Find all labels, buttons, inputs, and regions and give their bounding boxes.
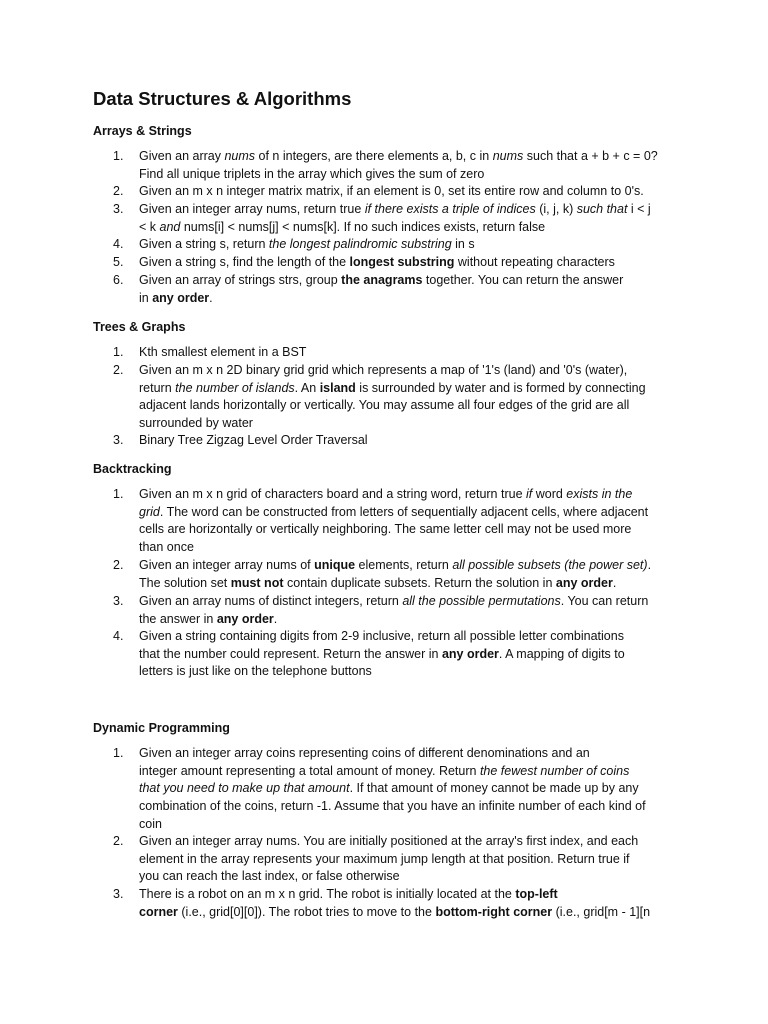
text-line [139, 539, 699, 557]
text-run: . [612, 575, 617, 590]
list-item-number: 2. [113, 558, 124, 572]
text-run: bottom-right corner [435, 904, 553, 919]
text-line [139, 904, 699, 922]
text-run: element in the array represents your maximum jump length at that position. Return true if [139, 851, 630, 866]
list-item-text [139, 432, 699, 450]
text-run: Kth smallest element in a BST [139, 345, 307, 359]
text-line [139, 236, 699, 254]
list-item-number: 4. [113, 629, 124, 643]
text-line [139, 415, 699, 433]
text-run: Given a string s, return [139, 237, 269, 251]
text-run: Given an m x n grid of characters board and a string word, return true [139, 487, 526, 501]
text-line [139, 219, 699, 237]
text-run: < k [139, 219, 160, 234]
list-item-text [139, 201, 699, 236]
text-line [139, 166, 699, 184]
text-line [139, 344, 699, 362]
text-run: Find all unique triplets in the array which gives the sum of zero [139, 166, 485, 181]
section-heading: Dynamic Programming [93, 721, 230, 735]
list-item-text [139, 148, 699, 183]
text-line [139, 611, 699, 629]
text-run: integer amount representing a total amount of money. Return [139, 763, 480, 778]
text-run: in [139, 290, 153, 305]
list-item-number: 3. [113, 887, 124, 901]
text-run: Given a string containing digits from 2-9 inclusive, return all possible letter combinations [139, 629, 624, 643]
text-run: Given an array [139, 149, 225, 163]
list-item-number: 2. [113, 363, 124, 377]
text-run: (i.e., grid[0][0]). The robot tries to move to the [177, 904, 436, 919]
document-title: Data Structures & Algorithms [93, 88, 352, 109]
text-run: contain duplicate subsets. Return the solution in [283, 575, 556, 590]
text-run: nums[i] < nums[j] < nums[k]. If no such indices exists, return false [180, 219, 546, 234]
text-run: Given an integer array nums of [139, 558, 315, 572]
list-item-number: 3. [113, 594, 124, 608]
text-run: . A mapping of digits to [498, 646, 625, 661]
text-line [139, 816, 699, 834]
text-run: is surrounded by water and is formed by connecting [355, 380, 646, 395]
list-item-text [139, 254, 699, 272]
text-line [139, 432, 699, 450]
text-line [139, 593, 699, 611]
text-run: . The word can be constructed from letters of sequentially adjacent cells, where adjacent [159, 504, 649, 519]
text-run: the fewest number of coins [479, 763, 630, 778]
text-line [139, 851, 699, 869]
text-run: must not [230, 575, 284, 590]
text-run: . An [294, 380, 320, 395]
text-line [139, 201, 699, 219]
list-item-text [139, 886, 699, 921]
text-run: adjacent lands horizontally or vertically. You may assume all four edges of the grid are all [139, 398, 630, 413]
text-run: cells are horizontally or vertically neighboring. The same letter cell may not be used more [139, 522, 632, 537]
section-heading: Backtracking [93, 462, 172, 476]
text-run: Given an m x n integer matrix matrix, if an element is 0, set its entire row and column to 0's. [139, 184, 644, 198]
text-run: the answer in [139, 611, 217, 626]
text-run: i < j [627, 202, 651, 216]
section-heading: Trees & Graphs [93, 320, 186, 334]
text-run: The solution set [139, 575, 231, 590]
text-run: . You can return [560, 594, 649, 608]
text-run: Given an m x n 2D binary grid grid which represents a map of '1's (land) and '0's (water), [139, 363, 628, 377]
text-line [139, 254, 699, 272]
text-line [139, 798, 699, 816]
text-run: . [647, 558, 652, 572]
text-run: Given an integer array nums, return true [139, 202, 365, 216]
text-run: (i.e., grid[m - 1][n [552, 904, 651, 919]
list-item-number: 3. [113, 202, 124, 216]
list-item-number: 4. [113, 237, 124, 251]
text-run: all possible subsets (the power set) [452, 558, 648, 572]
text-run: Given an array of strings strs, group [139, 273, 342, 287]
text-run: unique [314, 558, 356, 572]
text-run: that you need to make up that amount [139, 781, 350, 796]
text-line [139, 362, 699, 380]
text-line [139, 397, 699, 415]
text-run: letters is just like on the telephone buttons [139, 664, 372, 679]
list-item-text [139, 833, 699, 886]
text-run: the longest palindromic substring [268, 237, 452, 251]
text-run: . [209, 290, 213, 305]
text-line [139, 272, 699, 290]
text-line [139, 380, 699, 398]
list-item-text [139, 593, 699, 628]
text-line [139, 628, 699, 646]
text-run: surrounded by water [139, 416, 253, 431]
text-line [139, 290, 699, 308]
text-run: if [526, 487, 533, 501]
text-run: if there exists a triple of indices [364, 202, 536, 216]
text-line [139, 486, 699, 504]
list-item-number: 1. [113, 345, 124, 359]
text-run: any order [216, 611, 274, 626]
text-run: corner [139, 904, 178, 919]
text-run: Binary Tree Zigzag Level Order Traversal [139, 433, 368, 447]
text-line [139, 745, 699, 763]
text-run: return [139, 380, 176, 395]
text-run: Given an array nums of distinct integers, return [139, 594, 403, 608]
text-run: together. You can return the answer [422, 273, 624, 287]
list-item-text [139, 557, 699, 592]
text-line [139, 646, 699, 664]
text-run: the anagrams [341, 273, 423, 287]
list-item-text [139, 344, 699, 362]
text-run: any order [152, 290, 210, 305]
text-line [139, 504, 699, 522]
list-item-text [139, 486, 699, 557]
list-item-text [139, 362, 699, 433]
text-line [139, 886, 699, 904]
list-item-number: 6. [113, 273, 124, 287]
text-line [139, 575, 699, 593]
list-item-text [139, 183, 699, 201]
text-run: . If that amount of money cannot be made up by any [349, 781, 639, 796]
list-item-text [139, 628, 699, 681]
text-run: (i, j, k) [535, 202, 577, 216]
text-run: longest substring [349, 255, 455, 269]
text-run: such that [576, 202, 628, 216]
text-run: island [319, 380, 356, 395]
list-item-number: 5. [113, 255, 124, 269]
text-line [139, 763, 699, 781]
text-line [139, 780, 699, 798]
text-run: of n integers, are there elements a, b, c in [255, 149, 493, 163]
text-line [139, 521, 699, 539]
text-run: grid [139, 504, 160, 519]
text-line [139, 833, 699, 851]
text-run: any order [441, 646, 499, 661]
text-run: top-left [515, 887, 558, 901]
text-run: any order [555, 575, 613, 590]
text-run: that the number could represent. Return the answer in [139, 646, 442, 661]
list-item-text [139, 272, 699, 307]
text-run: than once [139, 540, 194, 555]
text-line [139, 183, 699, 201]
text-run: without repeating characters [454, 255, 615, 269]
text-line [139, 557, 699, 575]
text-run: There is a robot on an m x n grid. The robot is initially located at the [139, 887, 516, 901]
text-run: exists in the [566, 487, 633, 501]
list-item-text [139, 236, 699, 254]
text-run: . [273, 611, 278, 626]
text-run: the number of islands [175, 380, 295, 395]
section-heading: Arrays & Strings [93, 124, 192, 138]
text-run: nums [224, 149, 256, 163]
list-item-number: 2. [113, 834, 124, 848]
text-run: all the possible permutations [402, 594, 561, 608]
list-item-number: 1. [113, 746, 124, 760]
list-item-text [139, 745, 699, 833]
list-item-number: 1. [113, 487, 124, 501]
text-run: you can reach the last index, or false otherwise [139, 869, 400, 884]
text-run: such that a + b + c = 0? [523, 149, 658, 163]
text-run: nums [492, 149, 524, 163]
list-item-number: 2. [113, 184, 124, 198]
text-run: Given an integer array nums. You are initially positioned at the array's first index, and each [139, 834, 639, 848]
text-run: Given an integer array coins representing coins of different denominations and an [139, 746, 590, 760]
text-line [139, 663, 699, 681]
text-run: elements, return [355, 558, 453, 572]
text-run: coin [139, 816, 162, 831]
text-run: in s [451, 237, 475, 251]
text-run: and [159, 219, 181, 234]
text-line [139, 868, 699, 886]
text-run: word [532, 487, 567, 501]
text-run: combination of the coins, return -1. Assume that you have an infinite number of each kind of [139, 799, 646, 814]
list-item-number: 1. [113, 149, 124, 163]
list-item-number: 3. [113, 433, 124, 447]
text-line [139, 148, 699, 166]
text-run: Given a string s, find the length of the [139, 255, 350, 269]
